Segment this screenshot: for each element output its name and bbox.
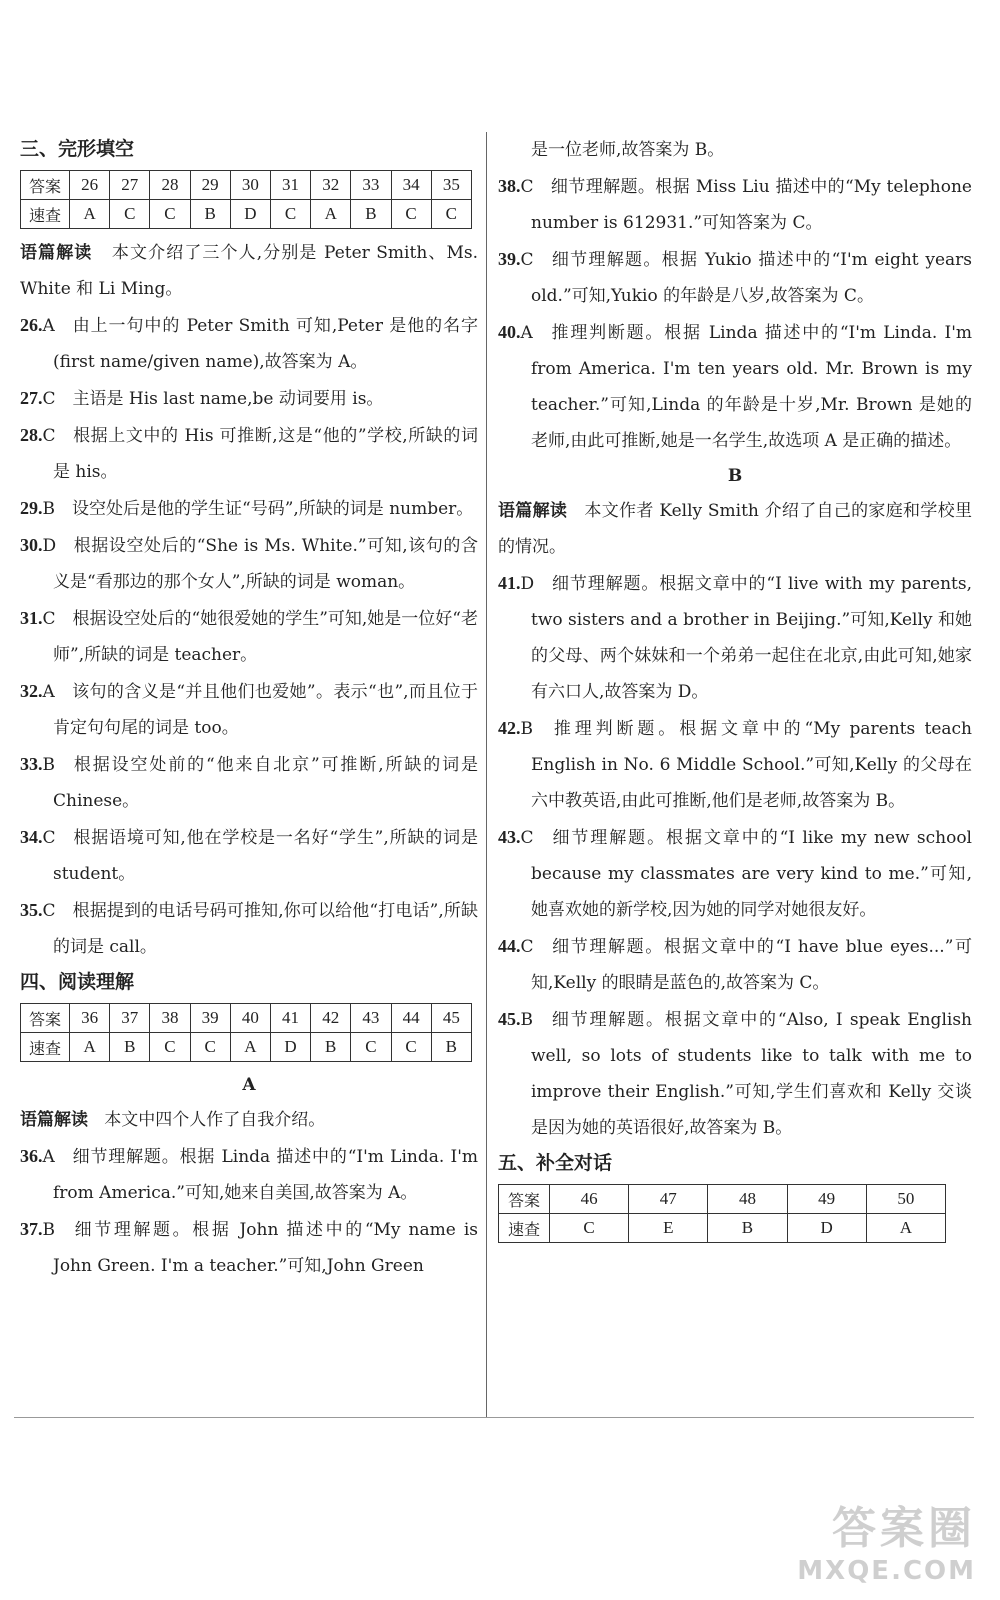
- intro-label: 语篇解读: [498, 501, 568, 521]
- answer-cell: E: [629, 1214, 708, 1243]
- part-a-heading: A: [242, 1075, 256, 1095]
- passage-intro: [20, 1102, 478, 1138]
- answer-cell: C: [190, 1033, 230, 1062]
- explanation-text: 细节理解题。根据 John 描述中的“My name is John Green. I'm a teacher.”可知,John Green: [53, 1220, 478, 1276]
- passage-intro: [20, 235, 478, 307]
- question-number-cell: 26: [70, 171, 110, 200]
- explanation-text: 根据上文中的 His 可推断,这是“他的”学校,所缺的词是 his。: [53, 426, 478, 482]
- answer-explanation: [498, 710, 972, 819]
- answer-cell: C: [150, 200, 190, 229]
- intro-text: 本文中四个人作了自我介绍。: [104, 1110, 326, 1130]
- answer-explanation: [498, 565, 972, 710]
- question-number-cell: 33: [351, 171, 391, 200]
- explanation-text: 由上一句中的 Peter Smith 可知,Peter 是他的名字(first name/given name),故答案为 A。: [53, 316, 478, 372]
- question-number-cell: 42: [311, 1004, 351, 1033]
- answer-key: C: [520, 828, 534, 848]
- question-number: 41.: [498, 573, 521, 593]
- question-number-cell: 49: [787, 1185, 866, 1214]
- explanation-text: 设空处后是他的学生证“号码”,所缺的词是 number。: [72, 499, 474, 519]
- explanation-text: 根据设空处后的“She is Ms. White.”可知,该句的含义是“看那边的那个女人”,所缺的词是 woman。: [53, 536, 478, 592]
- answer-cell: C: [351, 1033, 391, 1062]
- question-number-cell: 47: [629, 1185, 708, 1214]
- explanation-text: 细节理解题。根据文章中的“Also, I speak English well, so lots of students like to talk with me to improve their English.”可知,学生们喜欢和 Kelly 交谈是因为她的英语很好,故答案为 B。: [531, 1010, 972, 1138]
- answer-cell: A: [866, 1214, 945, 1243]
- answer-explanation: [20, 892, 478, 965]
- right-column: [498, 132, 972, 1249]
- question-number-cell: 48: [708, 1185, 787, 1214]
- part-b-heading: B: [727, 466, 743, 486]
- question-number-cell: 44: [391, 1004, 431, 1033]
- answer-cell: D: [787, 1214, 866, 1243]
- question-number-cell: 36: [70, 1004, 110, 1033]
- answer-explanation: [20, 1211, 478, 1284]
- answer-explanation: [20, 819, 478, 892]
- answer-cell: B: [110, 1033, 150, 1062]
- question-number-cell: 38: [150, 1004, 190, 1033]
- answer-key: B: [42, 1220, 55, 1240]
- answer-key: C: [520, 177, 534, 197]
- answer-key: B: [42, 499, 55, 519]
- answer-explanation: [498, 928, 972, 1001]
- answer-cell: A: [70, 1033, 110, 1062]
- question-number-cell: 37: [110, 1004, 150, 1033]
- answer-explanation: [20, 307, 478, 380]
- question-number: 42.: [498, 718, 521, 738]
- explanation-text: 细节理解题。根据 Yukio 描述中的“I'm eight years old.”可知,Yukio 的年龄是八岁,故答案为 C。: [531, 250, 972, 306]
- explanation-text: 根据提到的电话号码可推知,你可以给他“打电话”,所缺的词是 call。: [53, 901, 478, 957]
- answer-explanation: [20, 1138, 478, 1211]
- explanation-text: 根据设空处前的“他来自北京”可推断,所缺的词是 Chinese。: [53, 755, 478, 811]
- intro-label: 语篇解读: [20, 243, 93, 263]
- intro-text: 本文介绍了三个人,分别是 Peter Smith、Ms. White 和 Li Ming。: [20, 243, 479, 299]
- question-number: 35.: [20, 900, 43, 920]
- answer-explanation: [20, 527, 478, 600]
- answer-cell: C: [391, 1033, 431, 1062]
- question-number: 28.: [20, 425, 43, 445]
- question-number: 31.: [20, 608, 43, 628]
- question-number-cell: 46: [550, 1185, 629, 1214]
- passage-intro: [498, 493, 972, 565]
- section-title-reading: 四、阅读理解: [20, 971, 135, 993]
- answer-key: C: [520, 250, 534, 270]
- watermark-logo: [797, 1492, 976, 1586]
- explanation-text: 根据语境可知,他在学校是一名好“学生”,所缺的词是 student。: [53, 828, 478, 884]
- answer-cell: B: [431, 1033, 471, 1062]
- section-title-dialogue: 五、补全对话: [498, 1152, 613, 1174]
- answer-explanation: [20, 673, 478, 746]
- intro-text: 本文作者 Kelly Smith 介绍了自己的家庭和学校里的情况。: [498, 501, 972, 557]
- explanation-text: 细节理解题。根据 Linda 描述中的“I'm Linda. I'm from America.”可知,她来自美国,故答案为 A。: [53, 1147, 478, 1203]
- answer-key: B: [520, 1010, 533, 1030]
- question-number-cell: 43: [351, 1004, 391, 1033]
- answer-cell: C: [150, 1033, 190, 1062]
- answer-cell: C: [110, 200, 150, 229]
- explanation-text: 推理判断题。根据 Linda 描述中的“I'm Linda. I'm from America. I'm ten years old. Mr. Brown is my teacher.”可知,Linda 的年龄是十岁,Mr. Brown 是她的老师,由此可推断,她是一名学生,故选项 A 是正确的描述。: [531, 323, 972, 451]
- question-number-cell: 32: [311, 171, 351, 200]
- explanation-text: 细节理解题。根据文章中的“I live with my parents, two sisters and a brother in Beijing.”可知,Kelly 和她的父母、两个妹妹和一个弟弟一起住在北京,由此可知,她家有六口人,故答案为 D。: [531, 574, 972, 702]
- answer-key: C: [42, 389, 56, 409]
- answer-explanation: [20, 600, 478, 673]
- answer-key: A: [42, 316, 55, 336]
- question-number: 40.: [498, 322, 521, 342]
- answer-table-dialogue: [498, 1184, 946, 1243]
- answer-key: B: [520, 719, 533, 739]
- answer-explanation: [498, 314, 972, 459]
- quick-check-row-label: 速查: [21, 1033, 70, 1062]
- explanation-text: 细节理解题。根据文章中的“I like my new school because my classmates are very kind to me.”可知,她喜欢她的新学校,因为她的同学对她很友好。: [531, 828, 972, 920]
- answer-key: D: [520, 574, 535, 594]
- question-number-cell: 45: [431, 1004, 471, 1033]
- answer-explanation: [20, 490, 478, 527]
- question-number: 39.: [498, 249, 521, 269]
- explanation-text: 推理判断题。根据文章中的“My parents teach English in No. 6 Middle School.”可知,Kelly 的父母在六中教英语,由此可推断,他们是老师,故答案为 B。: [531, 719, 972, 811]
- question-number: 30.: [20, 535, 43, 555]
- explanation-text: 细节理解题。根据文章中的“I have blue eyes...”可知,Kelly 的眼睛是蓝色的,故答案为 C。: [531, 937, 972, 993]
- answer-cell: C: [391, 200, 431, 229]
- question-number-cell: 40: [230, 1004, 270, 1033]
- quick-check-row-label: 速查: [21, 200, 70, 229]
- continued-text: 是一位老师,故答案为 B。: [531, 140, 725, 160]
- question-number-cell: 29: [190, 171, 230, 200]
- answer-key: A: [520, 323, 533, 343]
- quick-check-row-label: 速查: [499, 1214, 550, 1243]
- left-column: [20, 132, 478, 1284]
- answer-explanation: [20, 380, 478, 417]
- answer-key: D: [42, 536, 57, 556]
- question-number: 45.: [498, 1009, 521, 1029]
- answer-cell: B: [351, 200, 391, 229]
- answer-cell: A: [230, 1033, 270, 1062]
- question-number: 27.: [20, 388, 43, 408]
- explanation-text: 根据设空处后的“她很爱她的学生”可知,她是一位好“老师”,所缺的词是 teacher。: [53, 609, 478, 665]
- question-number: 43.: [498, 827, 521, 847]
- answer-cell: D: [230, 200, 270, 229]
- question-number-cell: 28: [150, 171, 190, 200]
- section-title-cloze: 三、完形填空: [20, 138, 135, 160]
- answer-cell: A: [70, 200, 110, 229]
- question-number-cell: 35: [431, 171, 471, 200]
- answer-table-reading: [20, 1003, 472, 1062]
- question-number-cell: 50: [866, 1185, 945, 1214]
- question-number-cell: 34: [391, 171, 431, 200]
- answer-explanation: [498, 241, 972, 314]
- answer-cell: C: [550, 1214, 629, 1243]
- explanation-text: 该句的含义是“并且他们也爱她”。表示“也”,而且位于肯定句句尾的词是 too。: [53, 682, 478, 738]
- answer-key: C: [42, 426, 56, 446]
- answer-key: C: [520, 937, 534, 957]
- answer-key: B: [42, 755, 55, 775]
- answer-key: C: [42, 609, 56, 629]
- question-number: 37.: [20, 1219, 43, 1239]
- answer-row-label: 答案: [21, 1004, 70, 1033]
- question-number: 32.: [20, 681, 43, 701]
- question-number: 34.: [20, 827, 43, 847]
- answer-row-label: 答案: [21, 171, 70, 200]
- question-number-cell: 27: [110, 171, 150, 200]
- explanation-text: 主语是 His last name,be 动词要用 is。: [72, 389, 384, 409]
- answer-cell: B: [311, 1033, 351, 1062]
- answer-explanation: [498, 168, 972, 241]
- question-number-cell: 39: [190, 1004, 230, 1033]
- question-number: 44.: [498, 936, 521, 956]
- answer-key: C: [42, 828, 56, 848]
- question-number: 38.: [498, 176, 521, 196]
- answer-cell: C: [431, 200, 471, 229]
- question-number: 36.: [20, 1146, 43, 1166]
- watermark-text: 答案圈: [832, 1503, 976, 1554]
- question-number: 26.: [20, 315, 43, 335]
- answer-key: C: [42, 901, 56, 921]
- answer-cell: B: [708, 1214, 787, 1243]
- bottom-rule: [14, 1417, 974, 1418]
- question-number-cell: 30: [230, 171, 270, 200]
- answer-explanation: [20, 746, 478, 819]
- answer-explanation: [498, 819, 972, 928]
- answer-cell: A: [311, 200, 351, 229]
- question-number-cell: 31: [270, 171, 310, 200]
- question-number: 29.: [20, 498, 43, 518]
- question-number-cell: 41: [270, 1004, 310, 1033]
- answer-cell: C: [270, 200, 310, 229]
- answer-row-label: 答案: [499, 1185, 550, 1214]
- explanation-text: 细节理解题。根据 Miss Liu 描述中的“My telephone number is 612931.”可知答案为 C。: [531, 177, 972, 233]
- answer-key: A: [42, 682, 55, 702]
- intro-label: 语篇解读: [20, 1110, 88, 1130]
- answer-key: A: [42, 1147, 55, 1167]
- question-number: 33.: [20, 754, 43, 774]
- answer-table-cloze: [20, 170, 472, 229]
- answer-cell: D: [270, 1033, 310, 1062]
- answer-explanation: [498, 1001, 972, 1146]
- column-divider: [486, 132, 487, 1417]
- answer-explanation: [20, 417, 478, 490]
- watermark-url: MXQE.COM: [797, 1556, 976, 1586]
- answer-cell: B: [190, 200, 230, 229]
